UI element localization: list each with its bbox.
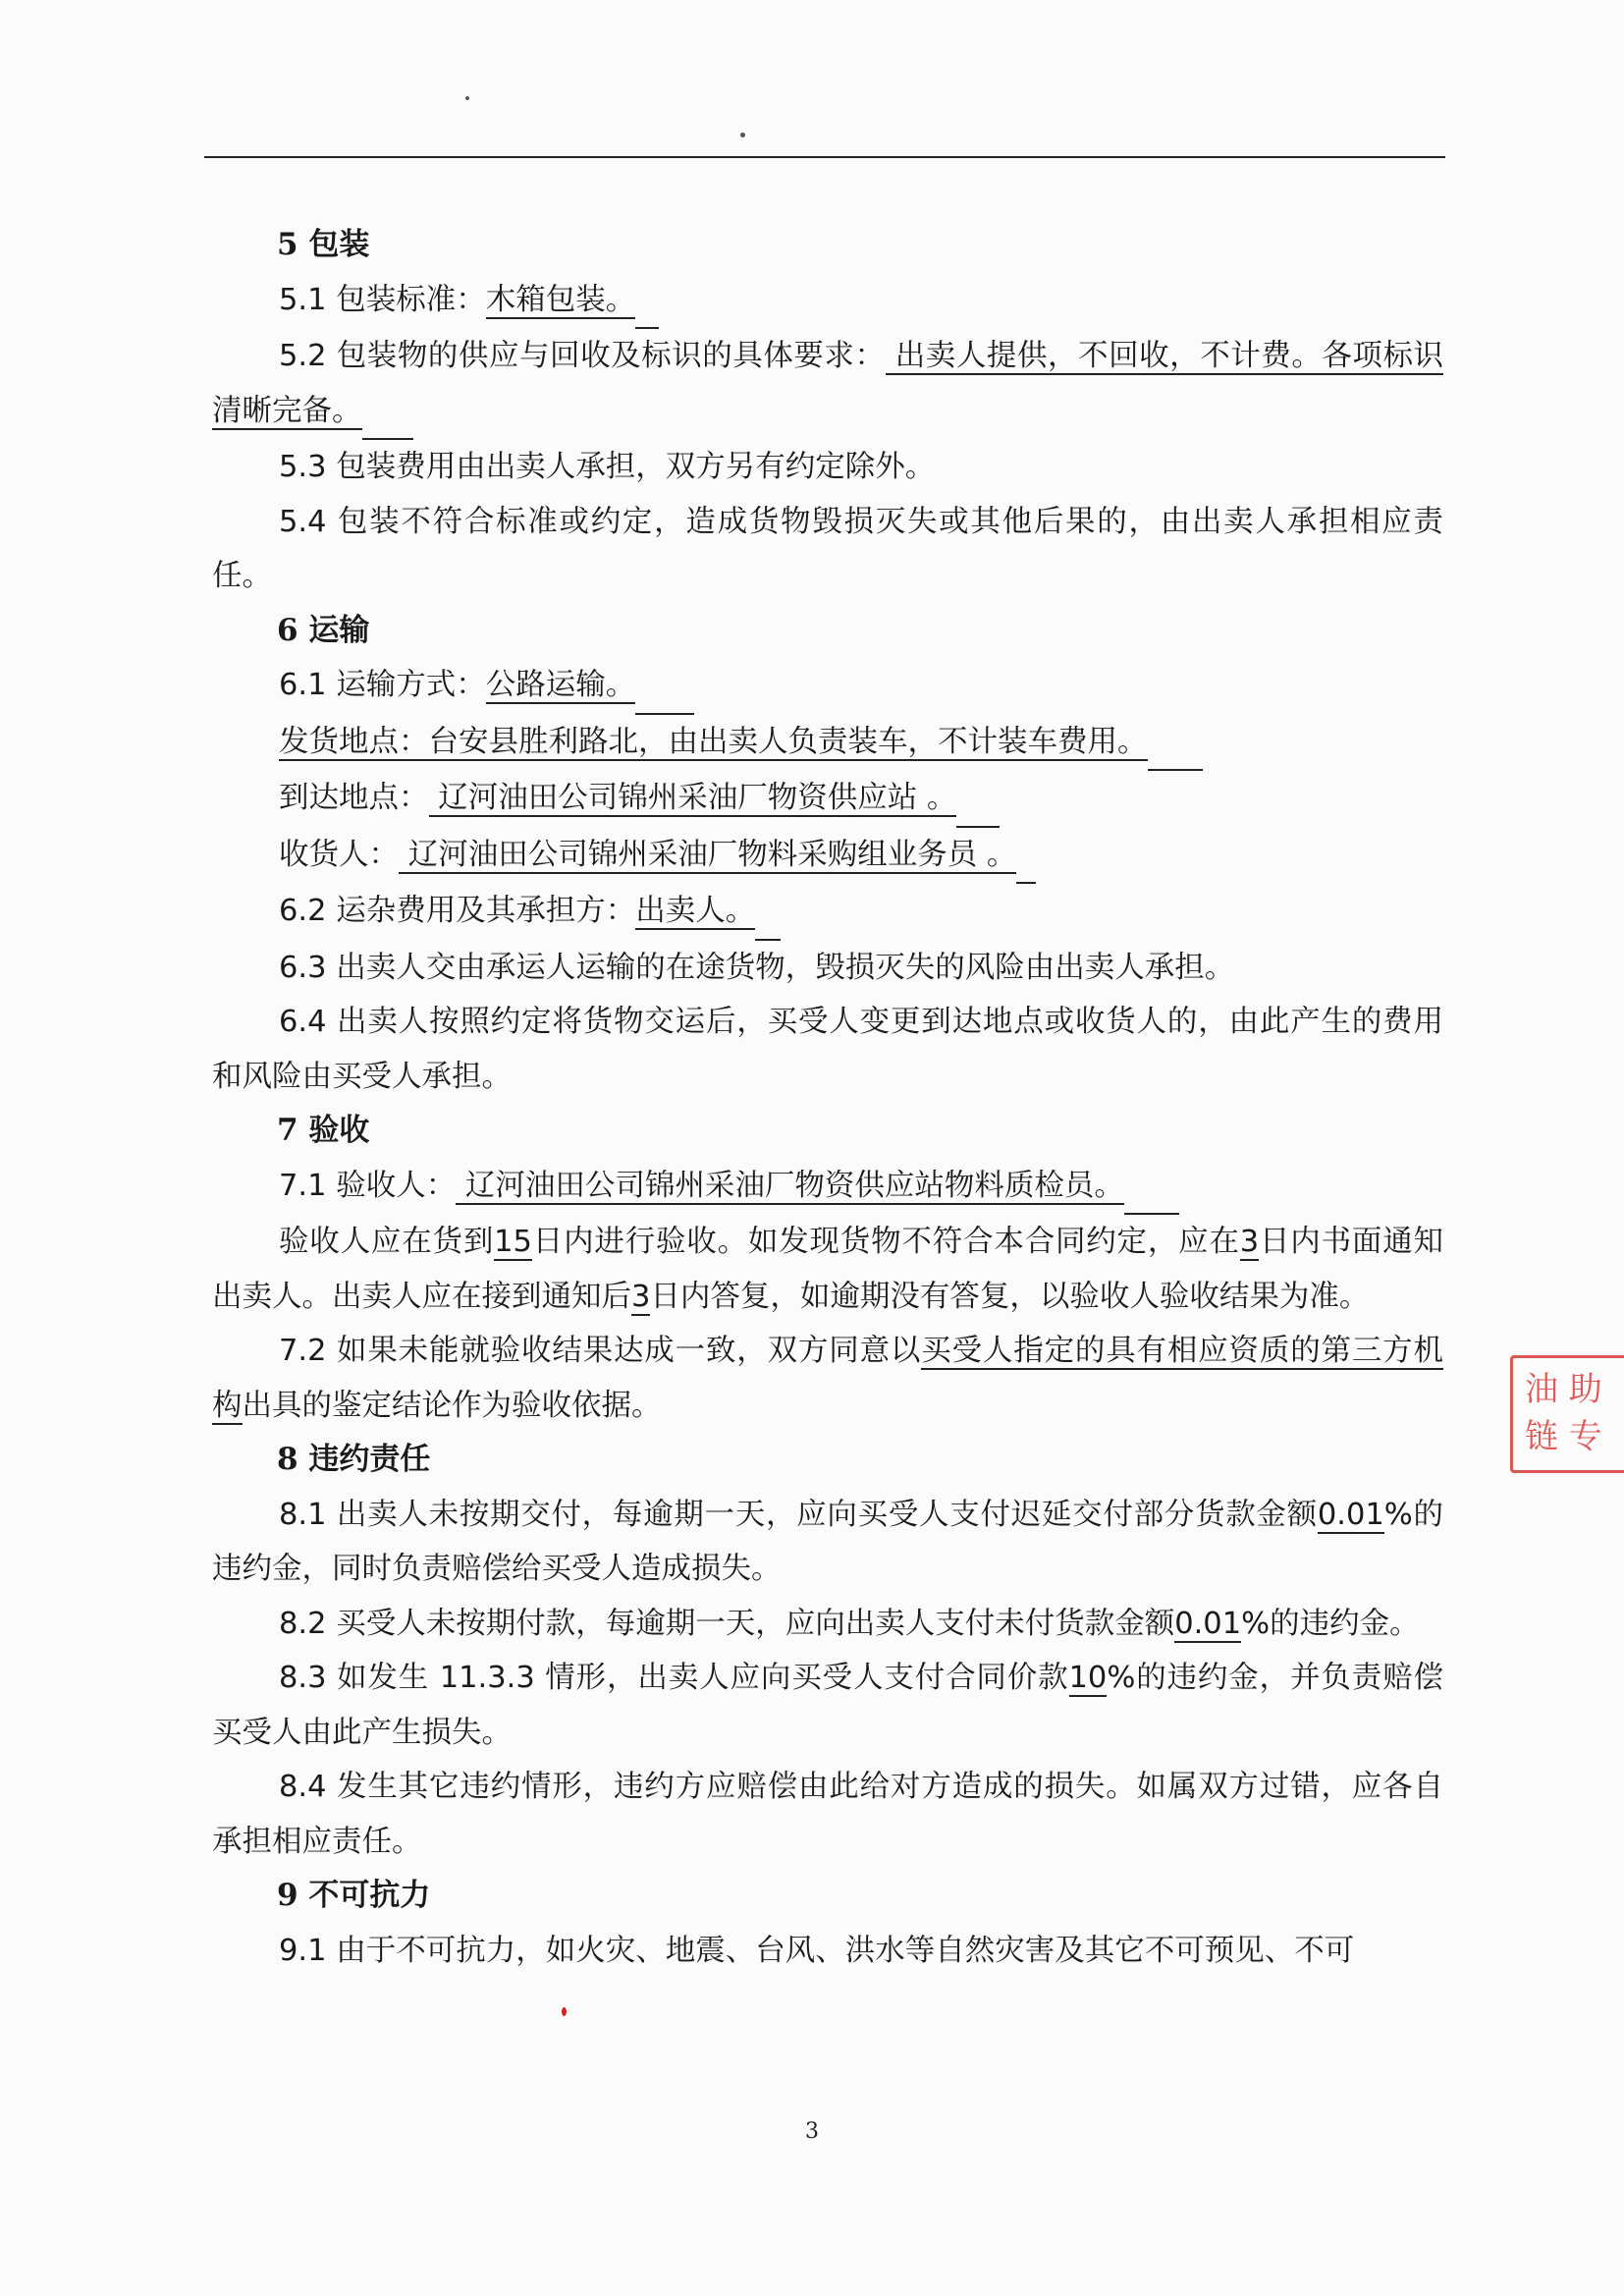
clause-text: 日内进行验收。如发现货物不符合本合同约定，应在	[531, 1225, 1240, 1259]
filled-blank: 0.01	[1317, 1497, 1384, 1532]
blank-underline-tail	[755, 884, 781, 941]
clause-text: 到达地点：	[279, 781, 429, 815]
clause-paragraph	[212, 658, 1443, 715]
clause-text: 8.1 出卖人未按期交付，每逾期一天，应向买受人支付迟延交付部分货款金额	[279, 1497, 1318, 1532]
page-number: 3	[805, 2119, 819, 2144]
header-rule	[204, 156, 1445, 158]
blank-underline-tail	[1124, 1159, 1179, 1216]
clause-text: 验收人应在货到	[279, 1225, 495, 1259]
clause-text: 8.2 买受人未按期付款，每逾期一天，应向出卖人支付未付货款金额	[279, 1606, 1175, 1641]
clause-text: 5.4 包装不符合标准或约定，造成货物毁损灭失或其他后果的，由出卖人承担相应责任。	[212, 504, 1443, 593]
clause-text: 8.3 如发生 11.3.3 情形，出卖人应向买受人支付合同价款	[279, 1661, 1069, 1695]
clause-text: 5.1 包装标准：	[279, 282, 486, 317]
clause-paragraph	[212, 995, 1443, 1104]
filled-blank: 15	[494, 1225, 532, 1259]
clause-text: 6.2 运杂费用及其承担方：	[279, 894, 636, 928]
blank-underline-tail	[635, 273, 659, 330]
clause-text: 日内答复，如逾期没有答复，以验收人验收结果为准。	[650, 1279, 1370, 1314]
clause-text: 9.1 由于不可抗力，如火灾、地震、台风、洪水等自然灾害及其它不可预见、不可	[279, 1933, 1355, 1968]
blank-underline-tail	[635, 658, 694, 715]
clause-text: 5.3 包装费用由出卖人承担，双方另有约定除外。	[279, 450, 936, 484]
clause-paragraph	[212, 1215, 1443, 1324]
filled-blank: 公路运输。	[485, 668, 636, 702]
clause-paragraph	[212, 771, 1443, 828]
stamp-line-1: 油 助	[1525, 1370, 1602, 1409]
filled-blank: 3	[1239, 1225, 1260, 1259]
contract-body	[212, 218, 1443, 1978]
section-heading-s7: 7 验收	[277, 1113, 370, 1148]
filled-blank: 0.01	[1174, 1606, 1242, 1641]
clause-text: 7.1 验收人：	[279, 1168, 457, 1203]
filled-blank: 10	[1068, 1661, 1108, 1695]
filled-blank: 辽河油田公司锦州采油厂物资供应站 。	[428, 781, 957, 815]
clause-text: 7.2 如果未能就验收结果达成一致，双方同意以	[279, 1334, 922, 1368]
clause-paragraph	[212, 1597, 1443, 1652]
blank-underline-tail	[362, 384, 413, 441]
clause-text: 6.3 出卖人交由承运人运输的在途货物，毁损灭失的风险由出卖人承担。	[279, 950, 1235, 985]
clause-paragraph	[212, 1924, 1443, 1979]
clause-paragraph	[212, 828, 1443, 885]
clause-paragraph	[212, 884, 1443, 941]
clause-text: 6.1 运输方式：	[279, 668, 486, 702]
filled-blank: 3	[631, 1279, 651, 1314]
filled-blank: 发货地点：台安县胜利路北，由出卖人负责装车，不计装车费用。	[279, 724, 1148, 759]
clause-text: %的违约金。	[1241, 1606, 1420, 1641]
clause-paragraph	[212, 329, 1443, 440]
filled-blank: 买受人指定的具有相应资质的第三方机构	[212, 1334, 1444, 1423]
clause-text: %的违约金，同时负责赔偿给买受人造成损失。	[212, 1497, 1443, 1586]
clause-paragraph	[212, 495, 1443, 604]
clause-paragraph	[212, 1760, 1443, 1869]
section-heading-s6: 6 运输	[277, 612, 370, 648]
clause-paragraph	[212, 273, 1443, 330]
scan-speck	[740, 133, 745, 137]
clause-paragraph	[212, 1159, 1443, 1216]
blank-underline-tail	[956, 771, 1000, 828]
clause-paragraph	[212, 941, 1443, 996]
clause-paragraph	[212, 715, 1443, 772]
clause-text: 出具的鉴定结论作为验收依据。	[242, 1388, 662, 1423]
clause-text: 6.4 出卖人按照约定将货物交运后，买受人变更到达地点或收货人的，由此产生的费用和风险由买受人承担。	[212, 1005, 1443, 1094]
filled-blank: 辽河油田公司锦州采油厂物料采购组业务员 。	[399, 837, 1017, 872]
filled-blank: 出卖人。	[635, 894, 756, 928]
blank-underline-tail	[1016, 828, 1036, 885]
clause-paragraph	[212, 1324, 1443, 1433]
clause-paragraph	[212, 440, 1443, 495]
clause-paragraph	[212, 1488, 1443, 1597]
filled-blank: 出卖人提供，不回收，不计费。各项标识清晰完备。	[212, 339, 1444, 428]
clause-text: %的违约金，并负责赔偿买受人由此产生损失。	[212, 1661, 1443, 1750]
stamp-line-2: 链 专	[1525, 1417, 1602, 1456]
filled-blank: 木箱包装。	[485, 282, 636, 317]
filled-blank: 辽河油田公司锦州采油厂物资供应站物料质检员。	[456, 1168, 1124, 1203]
clause-text: 5.2 包装物的供应与回收及标识的具体要求：	[279, 339, 886, 373]
section-heading-s8: 8 违约责任	[277, 1442, 431, 1477]
clause-paragraph	[212, 1651, 1443, 1760]
blank-underline-tail	[1148, 715, 1203, 772]
red-seal-stamp	[1510, 1355, 1624, 1473]
section-heading-s9: 9 不可抗力	[277, 1878, 431, 1913]
scan-speck	[562, 2007, 567, 2016]
clause-text: 收货人：	[279, 837, 399, 872]
scan-speck	[465, 96, 469, 100]
clause-text: 8.4 发生其它违约情形，违约方应赔偿由此给对方造成的损失。如属双方过错，应各自承担相应责任。	[212, 1770, 1443, 1859]
section-heading-s5: 5 包装	[277, 227, 370, 262]
clause-text: 日内书面通知出卖人。出卖人应在接到通知后	[212, 1225, 1444, 1314]
